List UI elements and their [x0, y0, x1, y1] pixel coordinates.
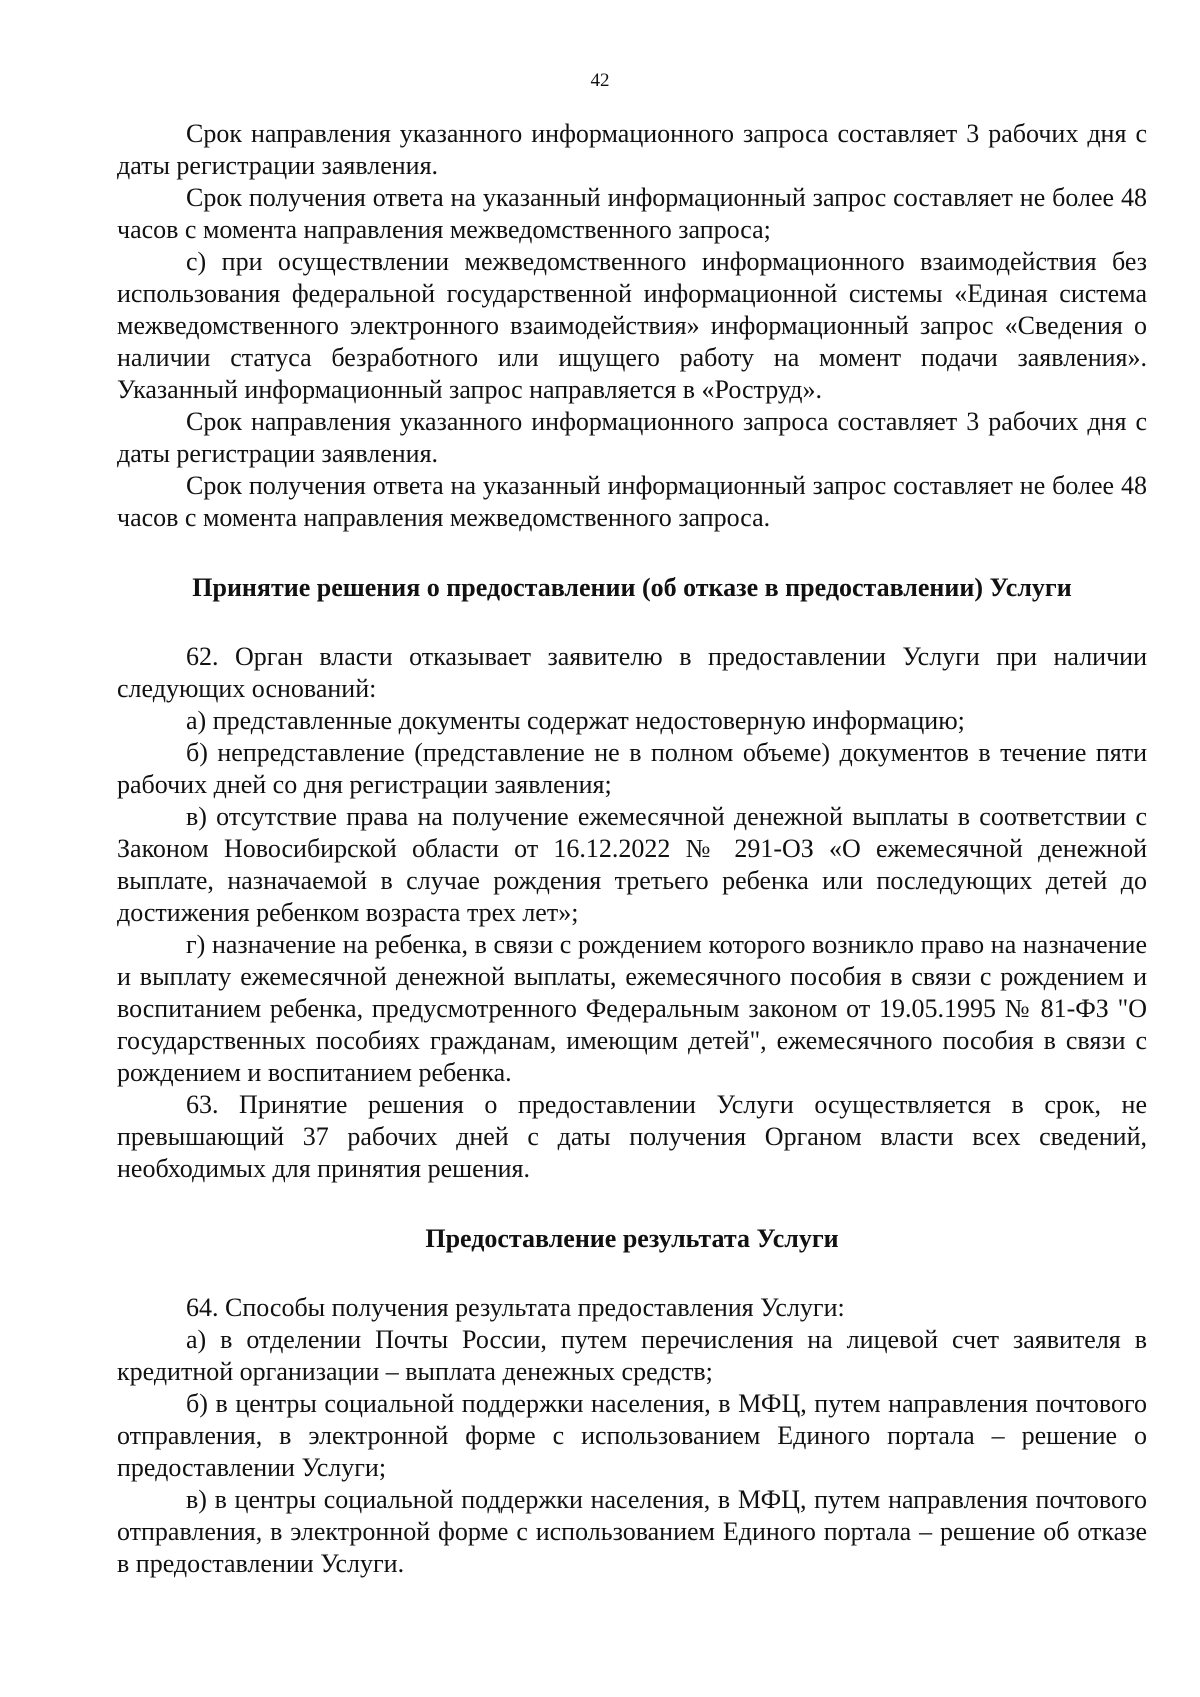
paragraph-64-a: а) в отделении Почты России, путем перечисления на лицевой счет заявителя в кредитной организации – выплата денежных средств; [117, 1325, 1147, 1386]
paragraph-response-term-1: Срок получения ответа на указанный информационный запрос составляет не более 48 часов с момента направления межведомственного запроса; [117, 183, 1147, 244]
document-body [117, 118, 1147, 1580]
paragraph-62-g: г) назначение на ребенка, в связи с рождением которого возникло право на назначение и выплату ежемесячной денежной выплаты, ежемесячного пособия в связи с рождением и воспитанием ребенка, предусмотренного Федеральным законом от 19.05.1995 № 81-ФЗ "О государственных пособиях гражданам, имеющим детей", ежемесячного пособия в связи с рождением и воспитанием ребенка. [117, 930, 1147, 1087]
paragraph-62-b: б) непредставление (представление не в полном объеме) документов в течение пяти рабочих дней со дня регистрации заявления; [117, 738, 1147, 799]
paragraph-64: 64. Способы получения результата предоставления Услуги: [186, 1293, 845, 1322]
paragraph-63: 63. Принятие решения о предоставлении Услуги осуществляется в срок, не превышающий 37 рабочих дней с даты получения Органом власти всех сведений, необходимых для принятия решения. [117, 1090, 1147, 1183]
paragraph-64-b: б) в центры социальной поддержки населения, в МФЦ, путем направления почтового отправления, в электронной форме с использованием Единого портала – решение о предоставлении Услуги; [117, 1389, 1147, 1482]
paragraph-62-a: а) представленные документы содержат недостоверную информацию; [186, 706, 965, 735]
paragraph-response-term-2: Срок получения ответа на указанный информационный запрос составляет не более 48 часов с момента направления межведомственного запроса. [117, 471, 1147, 532]
paragraph-item-c: с) при осуществлении межведомственного информационного взаимодействия без использования федеральной государственной информационной системы «Единая система межведомственного электронного взаимодействия» информационный запрос «Сведения о наличии статуса безработного или ищущего работу на момент подачи заявления». Указанный информационный запрос направляется в «Роструд». [117, 247, 1147, 404]
section-heading-decision: Принятие решения о предоставлении (об отказе в предоставлении) Услуги [192, 573, 1072, 602]
page-number: 42 [590, 70, 610, 91]
paragraph-request-term-1: Срок направления указанного информационного запроса составляет 3 рабочих дня с даты регистрации заявления. [117, 119, 1147, 180]
paragraph-62: 62. Орган власти отказывает заявителю в предоставлении Услуги при наличии следующих оснований: [117, 642, 1147, 703]
paragraph-62-v: в) отсутствие права на получение ежемесячной денежной выплаты в соответствии с Законом Новосибирской области от 16.12.2022 № 291-ОЗ «О ежемесячной денежной выплате, назначаемой в случае рождения третьего ребенка или последующих детей до достижения ребенком возраста трех лет»; [117, 802, 1147, 927]
section-heading-result: Предоставление результата Услуги [425, 1224, 839, 1253]
paragraph-request-term-2: Срок направления указанного информационного запроса составляет 3 рабочих дня с даты регистрации заявления. [117, 407, 1147, 468]
paragraph-64-v: в) в центры социальной поддержки населения, в МФЦ, путем направления почтового отправления, в электронной форме с использованием Единого портала – решение об отказе в предоставлении Услуги. [117, 1485, 1147, 1578]
